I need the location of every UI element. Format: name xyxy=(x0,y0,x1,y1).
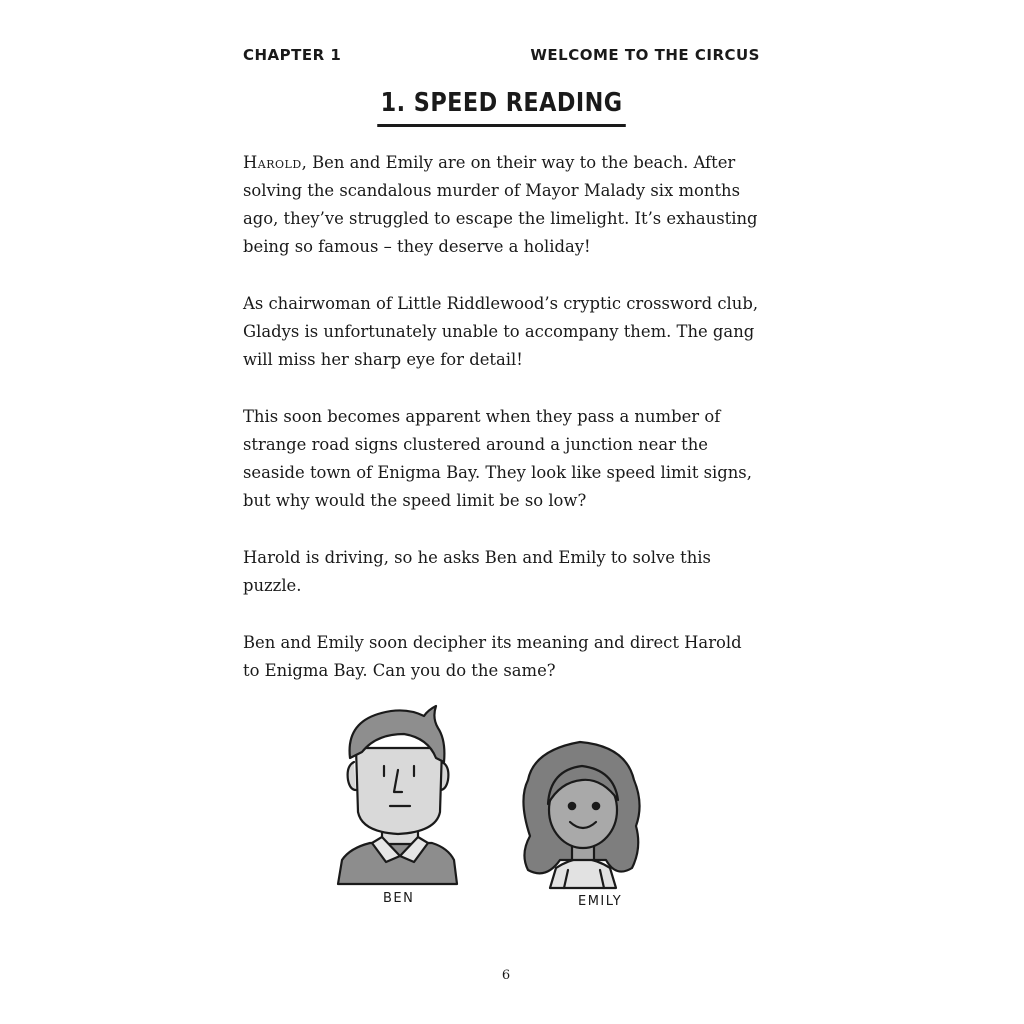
title-container xyxy=(0,88,1004,127)
page-number: 6 xyxy=(501,968,511,983)
ben-label: BEN xyxy=(383,891,415,906)
characters-drawing xyxy=(320,700,680,930)
paragraph-1-rest: , Ben and Emily are on their way to the beach. After solving the scandalous murder of Mayor Malady six months ago, they’ve struggled to escape the limelight. It’s exhausting being so famous – they deserve a holiday! xyxy=(243,153,758,256)
puzzle-title: 1. SPEED READING xyxy=(378,88,627,127)
character-illustration xyxy=(320,700,680,930)
paragraph-1-lead: Harold xyxy=(243,153,302,172)
emily-label: EMILY xyxy=(578,894,623,909)
paragraph-5: Ben and Emily soon decipher its meaning and direct Harold to Enigma Bay. Can you do the same? xyxy=(243,633,742,680)
paragraph-4: Harold is driving, so he asks Ben and Emily to solve this puzzle. xyxy=(243,548,711,595)
paragraph-2: As chairwoman of Little Riddlewood’s cryptic crossword club, Gladys is unfortunately unable to accompany them. The gang will miss her sharp eye for detail! xyxy=(243,294,759,369)
body-text xyxy=(243,149,763,714)
ben-portrait xyxy=(338,706,457,884)
chapter-label: CHAPTER 1 xyxy=(243,46,342,64)
section-label: WELCOME TO THE CIRCUS xyxy=(530,46,760,64)
paragraph-3: This soon becomes apparent when they pass a number of strange road signs clustered around a junction near the seaside town of Enigma Bay. They look like speed limit signs, but why would the speed limit be so low? xyxy=(243,407,752,510)
paragraph-1 xyxy=(243,149,763,261)
emily-portrait xyxy=(523,742,639,888)
running-header xyxy=(243,46,760,64)
